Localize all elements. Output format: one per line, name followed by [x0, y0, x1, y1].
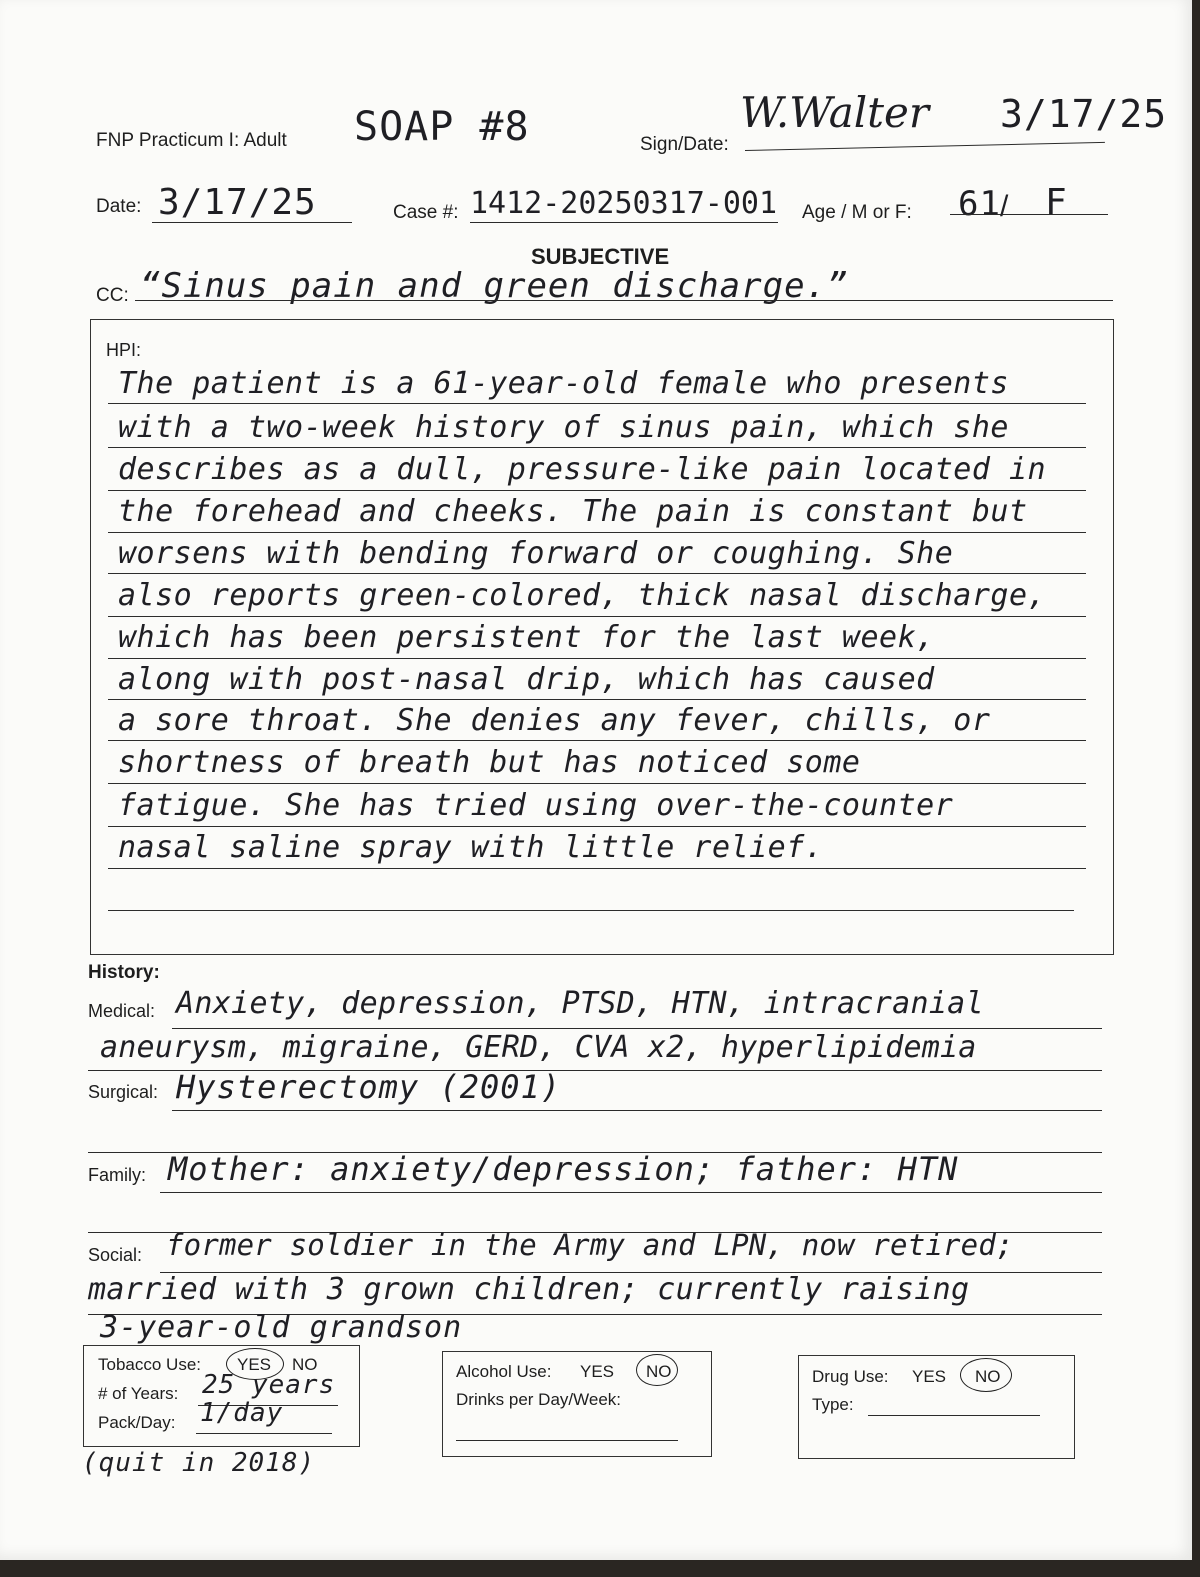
drug-type-line	[868, 1415, 1040, 1416]
age-sex-label: Age / M or F:	[802, 202, 912, 223]
tobacco-no[interactable]: NO	[292, 1355, 318, 1374]
cc-label: CC:	[96, 285, 129, 306]
case-label: Case #:	[393, 202, 459, 223]
date-line	[152, 222, 352, 223]
alcohol-label: Alcohol Use:	[456, 1362, 552, 1381]
social-value-line3: 3-year-old grandson	[100, 1310, 463, 1345]
tobacco-years-label: # of Years:	[98, 1384, 179, 1403]
soap-title: SOAP #8	[354, 104, 530, 150]
tobacco-pack-line	[196, 1433, 332, 1434]
medical-label: Medical:	[88, 1001, 156, 1021]
case-value: 1412-20250317-001	[470, 186, 778, 221]
hpi-rule	[108, 616, 1086, 617]
date-label: Date:	[96, 196, 142, 217]
hpi-rule	[108, 490, 1086, 491]
social-label: Social:	[88, 1245, 143, 1265]
hpi-rule	[108, 868, 1086, 869]
tobacco-pack-label: Pack/Day:	[98, 1413, 176, 1432]
signature: W.Walter	[740, 88, 929, 137]
hpi-text-line: worsens with bending forward or coughing. She	[118, 536, 954, 571]
hpi-rule	[108, 573, 1086, 574]
alcohol-drinks-line	[456, 1440, 678, 1441]
hpi-rule	[108, 783, 1086, 784]
sign-date-label: Sign/Date:	[640, 134, 729, 155]
alcohol-no-selected-circle	[636, 1354, 678, 1386]
tobacco-years-value: 25 years	[202, 1370, 336, 1400]
hpi-text-line: a sore throat. She denies any fever, chills, or	[118, 703, 991, 738]
hpi-text-line: which has been persistent for the last week,	[118, 620, 935, 655]
hpi-text-line: also reports green-colored, thick nasal discharge,	[118, 578, 1047, 613]
tobacco-quit-note: (quit in 2018)	[82, 1448, 316, 1478]
tobacco-yes[interactable]: YES	[237, 1355, 272, 1374]
hpi-text-line: describes as a dull, pressure-like pain located in	[118, 452, 1047, 487]
hpi-rule	[108, 699, 1086, 700]
drug-no[interactable]: NO	[975, 1367, 1001, 1386]
medical-line-1	[172, 1028, 1102, 1029]
sign-date-value: 3/17/25	[1000, 92, 1168, 136]
sex-value: F	[1045, 182, 1068, 223]
drug-type-label: Type:	[812, 1395, 854, 1414]
hpi-text-line: with a two-week history of sinus pain, which she	[118, 410, 1009, 445]
hpi-text-line: shortness of breath but has noticed some	[118, 745, 861, 780]
hpi-text-line: along with post-nasal drip, which has caused	[118, 662, 935, 697]
surgical-label: Surgical:	[88, 1082, 159, 1102]
medical-value-line1: Anxiety, depression, PTSD, HTN, intracranial	[176, 986, 984, 1021]
drug-label: Drug Use:	[812, 1367, 889, 1386]
history-title: History:	[88, 962, 160, 983]
medical-value-line2: aneurysm, migraine, GERD, CVA x2, hyperlipidemia	[100, 1030, 977, 1065]
course-label: FNP Practicum I: Adult	[96, 130, 287, 151]
social-value-line2: married with 3 grown children; currently raising	[88, 1272, 970, 1307]
case-line	[470, 222, 778, 223]
hpi-rule	[108, 532, 1086, 533]
family-line	[160, 1192, 1102, 1193]
hpi-rule	[108, 658, 1086, 659]
hpi-rule	[108, 403, 1086, 404]
age-value: 61	[958, 184, 1001, 224]
family-value: Mother: anxiety/depression; father: HTN	[168, 1150, 959, 1188]
hpi-rule	[108, 910, 1074, 911]
section-title-subjective: SUBJECTIVE	[531, 244, 670, 269]
hpi-rule	[108, 826, 1086, 827]
hpi-text-line: nasal saline spray with little relief.	[118, 830, 824, 865]
alcohol-no[interactable]: NO	[646, 1362, 672, 1381]
hpi-rule	[108, 740, 1086, 741]
tobacco-label: Tobacco Use:	[98, 1355, 201, 1374]
family-label: Family:	[88, 1165, 146, 1185]
cc-line	[135, 300, 1113, 301]
drug-no-selected-circle	[960, 1358, 1012, 1392]
cc-value: “Sinus pain and green discharge.”	[140, 266, 849, 306]
hpi-text-line: the forehead and cheeks. The pain is constant but	[118, 494, 1028, 529]
date-value: 3/17/25	[158, 182, 317, 223]
tobacco-pack-value: 1/day	[200, 1398, 284, 1428]
alcohol-yes[interactable]: YES	[580, 1362, 615, 1381]
hpi-label: HPI:	[106, 340, 142, 360]
surgical-value: Hysterectomy (2001)	[176, 1068, 562, 1106]
age-sex-separator: /	[1000, 190, 1009, 223]
social-value-line1: former soldier in the Army and LPN, now retired;	[166, 1228, 1014, 1262]
hpi-text-line: fatigue. She has tried using over-the-counter	[118, 788, 954, 823]
hpi-rule	[108, 447, 1086, 448]
alcohol-drinks-label: Drinks per Day/Week:	[456, 1390, 622, 1409]
drug-yes[interactable]: YES	[912, 1367, 947, 1386]
age-sex-line	[950, 214, 1108, 215]
hpi-text-line: The patient is a 61-year-old female who presents	[118, 366, 1009, 401]
sign-line	[745, 142, 1105, 151]
surgical-line	[172, 1110, 1102, 1111]
